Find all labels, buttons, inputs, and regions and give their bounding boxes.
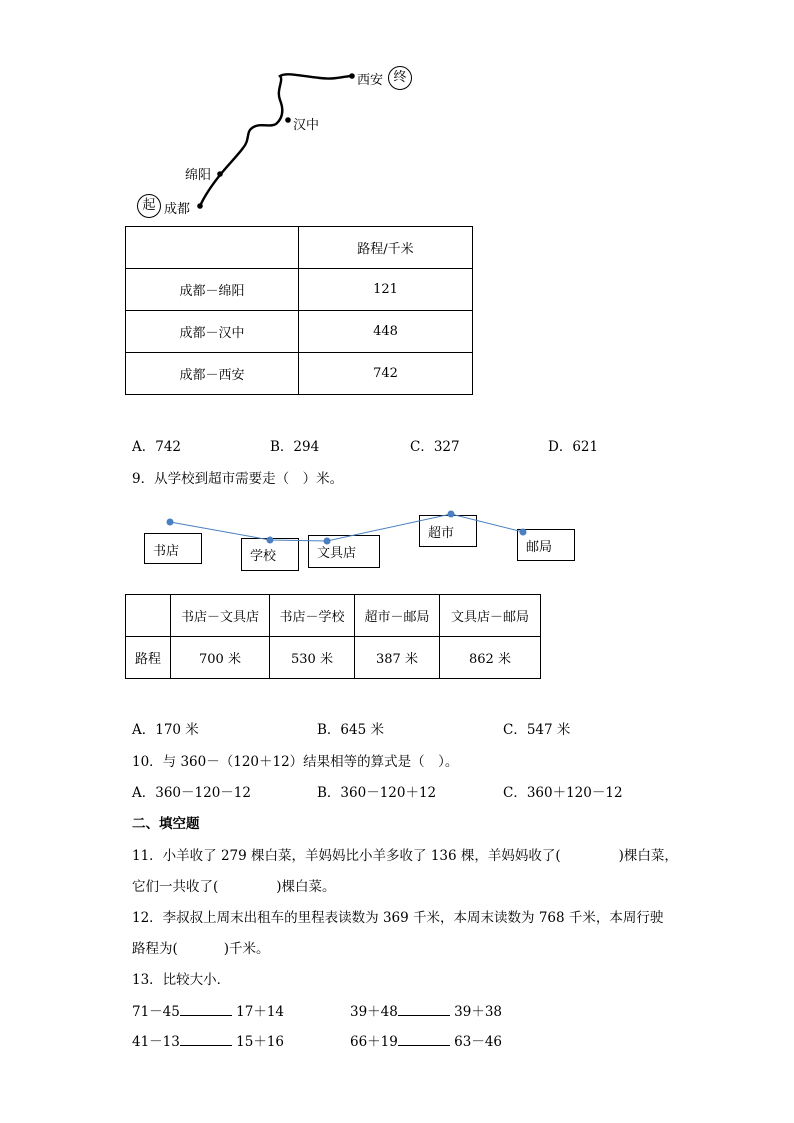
table-cell: 448: [299, 311, 473, 353]
q9-option-c[interactable]: C．547 米: [503, 722, 571, 738]
q11-line-1: [132, 844, 678, 864]
table-cell: 文具店－邮局: [440, 595, 541, 637]
q11-text-2b: )棵白菜。: [276, 879, 336, 895]
q11-line-2: [132, 875, 336, 895]
table-cell: 成都－汉中: [126, 311, 299, 353]
q9-path-line: [170, 514, 523, 541]
q13-item-2: [350, 1000, 502, 1020]
q10-question: 10．与 360－（120＋12）结果相等的算式是（ ）。: [132, 754, 459, 770]
q13-item-3-left: 41－13: [132, 1034, 180, 1050]
hanzhong-label: 汉中: [293, 118, 320, 133]
q11-text-1b: )棵白菜，: [618, 848, 678, 864]
hanzhong-dot: [285, 117, 291, 123]
q13-item-3-right: 15＋16: [236, 1034, 285, 1050]
table-cell: 121: [299, 269, 473, 311]
table-cell: 路程/千米: [299, 227, 473, 269]
table-row: [126, 353, 473, 395]
q13-question: 13．比较大小．: [132, 972, 231, 988]
xian-dot: [349, 73, 355, 79]
q13-item-2-right: 39＋38: [454, 1004, 503, 1020]
table-header-row: [126, 227, 473, 269]
table-header-row: [126, 595, 541, 637]
q9-place-diagram: [130, 500, 590, 580]
table-cell: 成都－绵阳: [126, 269, 299, 311]
q13-item-3: [132, 1030, 284, 1050]
start-marker: 起: [137, 194, 161, 218]
table-cell: 书店－学校: [270, 595, 355, 637]
route-map-svg: [0, 0, 794, 230]
chengdu-label: 成都: [164, 202, 191, 217]
distance-table-q8: [125, 226, 473, 395]
table-cell: 成都－西安: [126, 353, 299, 395]
route-line: [200, 74, 352, 206]
q12-text-2b: )千米。: [223, 941, 270, 957]
q13-blank-3[interactable]: [180, 1031, 232, 1046]
place-bookstore: 书店: [144, 533, 202, 564]
q10-option-a[interactable]: A．360－120－12: [132, 785, 251, 801]
table-cell: 700 米: [171, 637, 270, 679]
school-point: [267, 537, 274, 544]
section-title: 二、填空题: [132, 816, 200, 832]
route-map: [0, 0, 794, 230]
table-cell: 超市－邮局: [355, 595, 440, 637]
q9-path-svg: [130, 500, 590, 580]
mianyang-label: 绵阳: [185, 168, 212, 183]
table-row: [126, 269, 473, 311]
table-cell: 书店－文具店: [171, 595, 270, 637]
table-row: [126, 637, 541, 679]
q11-text-1a: 11．小羊收了 279 棵白菜，羊妈妈比小羊多收了 136 棵，羊妈妈收了(: [132, 848, 561, 864]
q10-option-b[interactable]: B．360－120＋12: [317, 785, 437, 801]
q11-text-2a: 它们一共收了(: [132, 879, 219, 895]
distance-table-q9: [125, 594, 541, 679]
place-post-office: 邮局: [517, 529, 575, 561]
table-row: [126, 311, 473, 353]
table-cell: 742: [299, 353, 473, 395]
q13-blank-4[interactable]: [398, 1031, 450, 1046]
mianyang-dot: [217, 171, 223, 177]
place-supermarket: 超市: [419, 515, 477, 547]
q8-option-d[interactable]: D．621: [548, 439, 599, 455]
place-school: 学校: [241, 538, 299, 571]
table-cell: [126, 227, 299, 269]
supermarket-point: [448, 511, 455, 518]
q9-option-b[interactable]: B．645 米: [317, 722, 384, 738]
q13-blank-2[interactable]: [398, 1001, 450, 1016]
q9-option-a[interactable]: A．170 米: [132, 722, 199, 738]
stationery-point: [324, 538, 331, 545]
q13-item-4-right: 63－46: [454, 1034, 503, 1050]
q8-option-a[interactable]: A．742: [132, 439, 182, 455]
q13-item-1-right: 17＋14: [236, 1004, 285, 1020]
table-cell: 路程: [126, 637, 171, 679]
chengdu-dot: [197, 203, 203, 209]
q13-item-1-left: 71－45: [132, 1004, 180, 1020]
q10-option-c[interactable]: C．360＋120－12: [503, 785, 623, 801]
q8-option-b[interactable]: B．294: [270, 439, 320, 455]
table-cell: [126, 595, 171, 637]
q9-question: 9．从学校到超市需要走（ ）米。: [132, 471, 344, 487]
q12-line-2: [132, 937, 270, 957]
q12-line-1: 12．李叔叔上周末出租车的里程表读数为 369 千米，本周末读数为 768 千米，本周行驶: [132, 910, 664, 926]
q12-text-2a: 路程为(: [132, 941, 178, 957]
q8-option-c[interactable]: C．327: [410, 439, 460, 455]
xian-label: 西安: [357, 73, 384, 88]
q13-item-1: [132, 1000, 284, 1020]
post-office-point: [520, 529, 527, 536]
table-cell: 530 米: [270, 637, 355, 679]
bookstore-point: [167, 519, 174, 526]
table-cell: 862 米: [440, 637, 541, 679]
end-marker: 终: [388, 66, 412, 90]
q13-item-2-left: 39＋48: [350, 1004, 398, 1020]
q13-item-4: [350, 1030, 502, 1050]
q13-item-4-left: 66＋19: [350, 1034, 398, 1050]
place-stationery: 文具店: [308, 535, 380, 568]
q13-blank-1[interactable]: [180, 1001, 232, 1016]
table-cell: 387 米: [355, 637, 440, 679]
